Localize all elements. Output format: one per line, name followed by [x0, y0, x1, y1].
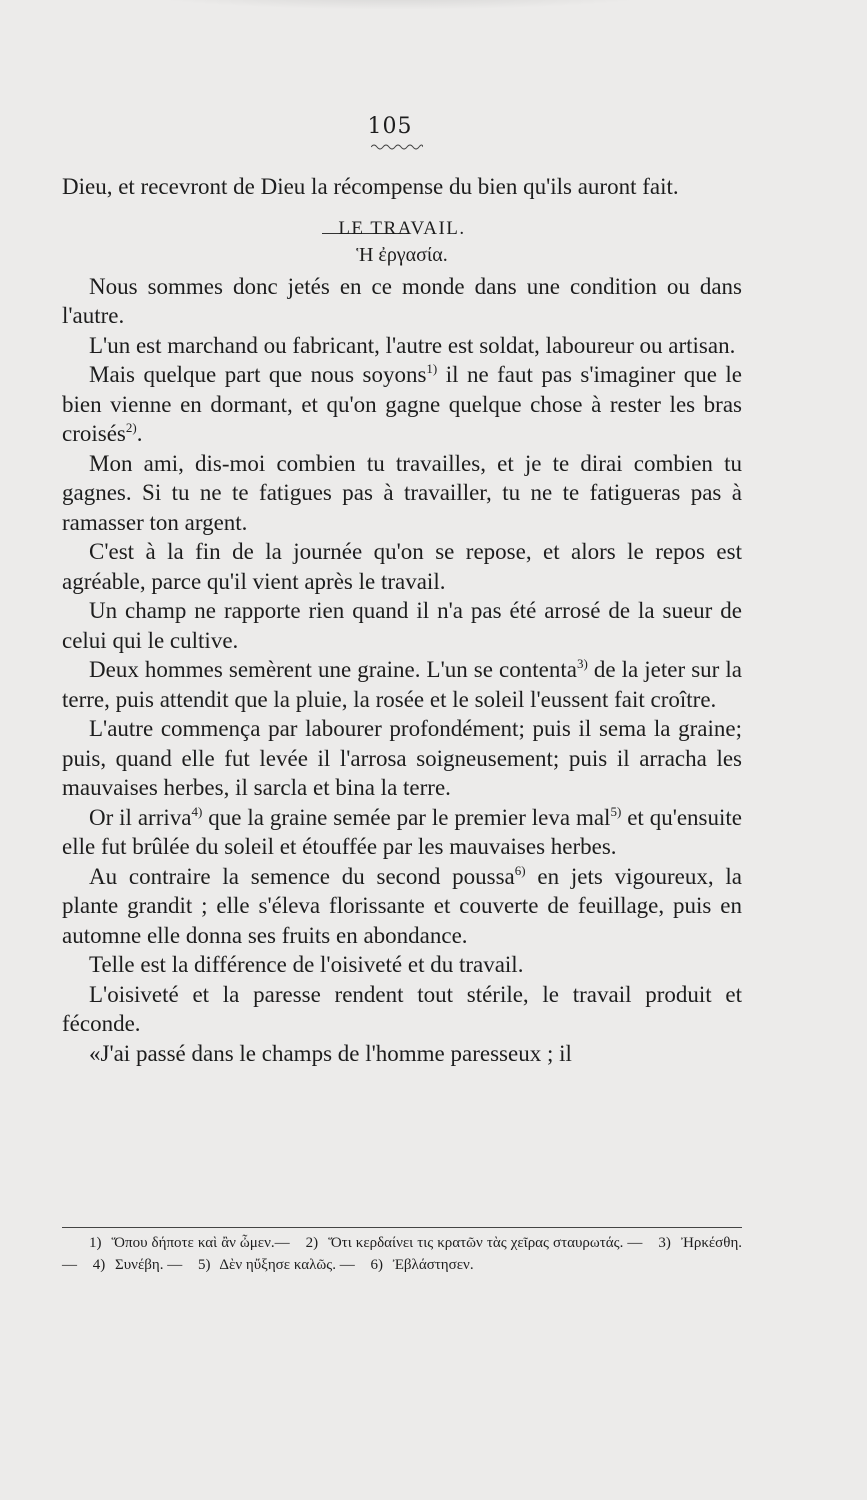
paragraph-9-part-b: que la graine semée par le premier leva mal	[202, 804, 611, 830]
note-mark-4: 4)	[191, 803, 203, 819]
paragraph-4: Mon ami, dis-moi combien tu travailles, et je te dirai combien tu gagnes. Si tu ne te fatigues pas à travailler, tu ne te fatigueras pas à ramasser ton argent.	[62, 450, 742, 535]
paragraph-2: L'un est marchand ou fabricant, l'autre est soldat, laboureur ou artisan.	[89, 332, 736, 358]
footnotes	[62, 1232, 742, 1276]
page-number: 105	[367, 114, 413, 139]
paragraph-9	[62, 803, 742, 862]
note-mark-6: 6)	[514, 862, 526, 878]
paragraph-10	[62, 862, 742, 951]
footnote-5-mark: 5)	[197, 1257, 211, 1273]
paragraph-7-part-b: de la jeter sur la terre, puis attendit que la pluie, la rosée et le soleil l'eussent fait croître.	[62, 657, 742, 712]
footnote-1-text: Ὅπου δήποτε καὶ ἂν ὦμεν.—	[111, 1235, 290, 1251]
note-mark-3: 3)	[576, 656, 588, 671]
paragraph-13: «J'ai passé dans le champs de l'homme paresseux ; il	[89, 1040, 572, 1066]
paragraph-3-part-c: .	[136, 421, 143, 446]
paragraph-7-part-a: Deux hommes semèrent une graine. L'un se contenta	[89, 657, 577, 682]
paragraph-9-part-a: Or il arriva	[89, 804, 192, 830]
footnote-6-text: Ἐβλάστησεν.	[392, 1257, 474, 1273]
paragraph-10-part-b: en jets vigoureux, la plante grandit ; elle s'éleva florissante et couverte de feuillage, puis en automne elle donna ses fruits en abondance.	[62, 863, 742, 948]
body-text	[62, 172, 742, 1068]
footnote-2	[306, 1235, 649, 1251]
footnote-2-mark: 2)	[305, 1235, 319, 1251]
footnote-4	[93, 1257, 188, 1273]
note-mark-1: 1)	[426, 361, 438, 376]
footnote-5	[198, 1257, 361, 1273]
paragraph-1: Nous sommes donc jetés en ce monde dans une condition ou dans l'autre.	[62, 273, 742, 328]
greek-subtitle: Ἡ ἐργασία.	[356, 243, 448, 266]
paragraph-12: L'oisiveté et la paresse rendent tout stérile, le travail produit et féconde.	[62, 981, 742, 1036]
paragraph-8: L'autre commença par labourer profondément; puis il sema la graine; puis, quand elle fut levée il l'arrosa soigneusement; puis il arracha les mauvaises herbes, il sarcla et bina la terre.	[62, 716, 742, 800]
paragraph-9-part-c: et qu'ensuite elle fut brûlée du soleil et étouffée par les mauvaises herbes.	[62, 804, 742, 859]
footnote-4-mark: 4)	[92, 1257, 106, 1273]
footnote-1	[89, 1235, 296, 1251]
footnote-4-text: Συνέβη. —	[115, 1257, 183, 1273]
footnote-3-mark: 3)	[658, 1235, 671, 1251]
paragraph-11: Telle est la différence de l'oisiveté et du travail.	[89, 952, 524, 977]
wavy-ornament	[371, 143, 423, 151]
paragraph-7	[62, 655, 742, 714]
paragraph-5: C'est à la fin de la journée qu'on se repose, et alors le repos est agréable, parce qu'il vient après le travail.	[62, 539, 742, 594]
footnote-5-text: Δὲν ηὔξησε καλῶς. —	[219, 1257, 355, 1273]
footnote-6	[370, 1257, 479, 1273]
paragraph-10-part-a: Au contraire la semence du second poussa	[89, 863, 515, 889]
opening-line: Dieu, et recevront de Dieu la récompense du bien qu'ils auront fait.	[62, 174, 679, 199]
note-mark-5: 5)	[610, 803, 622, 819]
footnote-rule	[62, 1227, 742, 1228]
footnote-1-mark: 1)	[89, 1235, 102, 1251]
footnote-6-mark: 6)	[370, 1257, 383, 1273]
paragraph-3	[62, 360, 742, 449]
chapter-title: LE TRAVAIL.	[338, 217, 466, 239]
paragraph-3-part-a: Mais quelque part que nous soyons	[89, 362, 427, 387]
page-shadow	[120, 0, 680, 10]
paragraph-3-part-b: il ne faut pas s'imaginer que le bien vienne en dormant, et qu'on gagne quelque chose à rester les bras croisés	[62, 362, 742, 446]
paragraph-6: Un champ ne rapporte rien quand il n'a pas été arrosé de la sueur de celui qui le cultive.	[62, 598, 742, 653]
footnote-3-text: Ἠρκέσθη. —	[62, 1235, 743, 1273]
footnote-2-text: Ὅτι κερδαίνει τις κρατῶν τὰς χεῖρας σταυρωτάς. —	[328, 1235, 643, 1251]
note-mark-2: 2)	[125, 420, 137, 435]
